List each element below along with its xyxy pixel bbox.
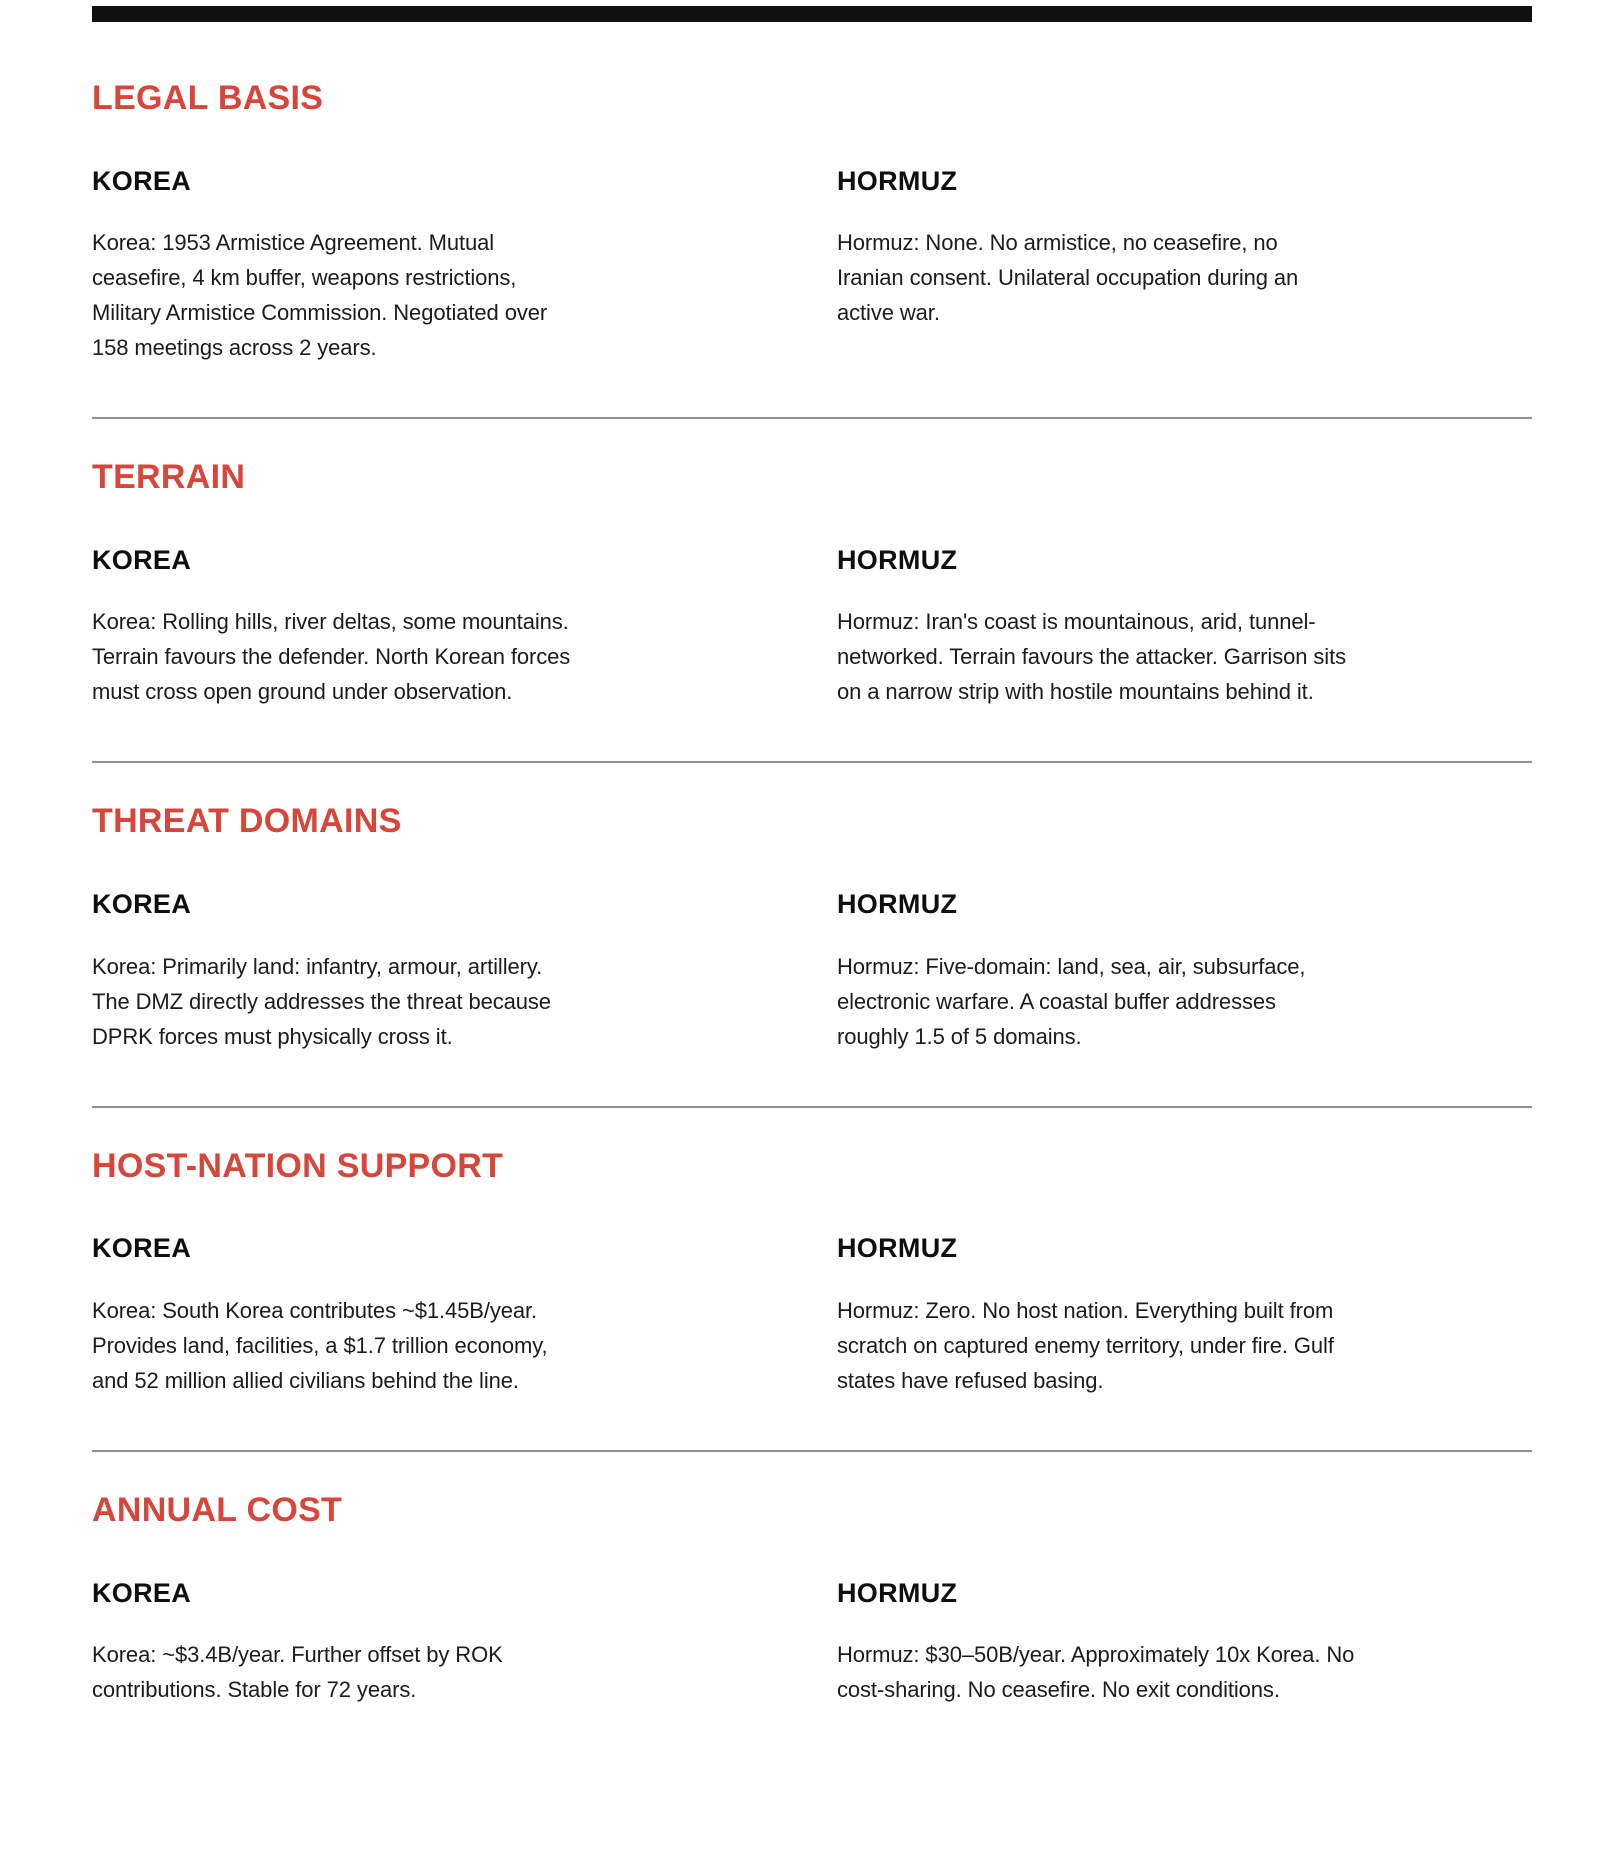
column-label-hormuz: HORMUZ bbox=[837, 889, 958, 920]
comparison-columns bbox=[92, 165, 1532, 365]
section-title: ANNUAL COST bbox=[92, 1490, 343, 1529]
hormuz-column bbox=[837, 1232, 1532, 1397]
top-rule bbox=[92, 6, 1532, 22]
text-line: ceasefire, 4 km buffer, weapons restrictions, bbox=[92, 265, 517, 291]
text-line: and 52 million allied civilians behind the line. bbox=[92, 1367, 519, 1393]
text-line: Hormuz: Five-domain: land, sea, air, subsurface, bbox=[837, 953, 1306, 979]
column-label-korea: KOREA bbox=[92, 1577, 192, 1608]
text-line: states have refused basing. bbox=[837, 1367, 1104, 1393]
korea-text bbox=[92, 225, 797, 365]
text-line: Hormuz: None. No armistice, no ceasefire, no bbox=[837, 230, 1278, 256]
column-label-hormuz: HORMUZ bbox=[837, 544, 958, 575]
section-title: LEGAL BASIS bbox=[92, 79, 324, 117]
column-label-hormuz: HORMUZ bbox=[837, 165, 958, 196]
comparison-columns bbox=[92, 888, 1532, 1053]
column-label-korea: KOREA bbox=[92, 544, 192, 575]
text-line: Hormuz: Iran's coast is mountainous, arid, tunnel- bbox=[837, 609, 1316, 635]
korea-column bbox=[92, 888, 797, 1053]
hormuz-column bbox=[837, 888, 1532, 1053]
text-line: Hormuz: $30–50B/year. Approximately 10x Korea. No bbox=[837, 1641, 1355, 1667]
text-line: scratch on captured enemy territory, under fire. Gulf bbox=[837, 1332, 1334, 1358]
hormuz-column bbox=[837, 1577, 1532, 1707]
text-line: Provides land, facilities, a $1.7 trillion economy, bbox=[92, 1332, 548, 1358]
comparison-columns bbox=[92, 544, 1532, 709]
text-line: networked. Terrain favours the attacker. Garrison sits bbox=[837, 644, 1346, 670]
section-legal-basis bbox=[92, 78, 1532, 419]
comparison-columns bbox=[92, 1577, 1532, 1707]
section-host-nation-support bbox=[92, 1108, 1532, 1452]
korea-text bbox=[92, 1637, 797, 1707]
text-line: Korea: 1953 Armistice Agreement. Mutual bbox=[92, 230, 495, 256]
text-line: Military Armistice Commission. Negotiated over bbox=[92, 300, 548, 326]
text-line: Terrain favours the defender. North Korean forces bbox=[92, 644, 571, 670]
hormuz-text bbox=[837, 1637, 1532, 1707]
text-line: The DMZ directly addresses the threat because bbox=[92, 988, 551, 1014]
korea-text bbox=[92, 604, 797, 709]
comparison-columns bbox=[92, 1232, 1532, 1397]
korea-text bbox=[92, 1293, 797, 1398]
text-line: 158 meetings across 2 years. bbox=[92, 335, 377, 361]
korea-column bbox=[92, 165, 797, 365]
column-label-korea: KOREA bbox=[92, 1233, 192, 1264]
section-title: TERRAIN bbox=[92, 458, 246, 497]
hormuz-column bbox=[837, 165, 1532, 365]
text-line: Korea: Primarily land: infantry, armour, artillery. bbox=[92, 953, 543, 979]
column-label-hormuz: HORMUZ bbox=[837, 1233, 958, 1264]
text-line: Korea: South Korea contributes ~$1.45B/year. bbox=[92, 1297, 538, 1323]
text-line: roughly 1.5 of 5 domains. bbox=[837, 1023, 1082, 1049]
korea-column bbox=[92, 1232, 797, 1397]
text-line: cost-sharing. No ceasefire. No exit conditions. bbox=[837, 1676, 1280, 1702]
text-line: Iranian consent. Unilateral occupation during an bbox=[837, 265, 1299, 291]
hormuz-column bbox=[837, 544, 1532, 709]
korea-text bbox=[92, 949, 797, 1054]
hormuz-text bbox=[837, 225, 1532, 330]
text-line: Hormuz: Zero. No host nation. Everything built from bbox=[837, 1297, 1334, 1323]
section-threat-domains bbox=[92, 763, 1532, 1107]
text-line: active war. bbox=[837, 300, 940, 326]
text-line: on a narrow strip with hostile mountains behind it. bbox=[837, 679, 1314, 705]
hormuz-text bbox=[837, 1293, 1532, 1398]
section-annual-cost bbox=[92, 1452, 1532, 1759]
korea-column bbox=[92, 544, 797, 709]
text-line: electronic warfare. A coastal buffer addresses bbox=[837, 988, 1276, 1014]
section-title: HOST-NATION SUPPORT bbox=[92, 1146, 504, 1185]
section-terrain bbox=[92, 419, 1532, 763]
text-line: must cross open ground under observation. bbox=[92, 679, 513, 705]
hormuz-text bbox=[837, 604, 1532, 709]
section-title: THREAT DOMAINS bbox=[92, 802, 402, 841]
text-line: Korea: Rolling hills, river deltas, some mountains. bbox=[92, 609, 569, 635]
column-label-korea: KOREA bbox=[92, 165, 192, 196]
text-line: Korea: ~$3.4B/year. Further offset by ROK bbox=[92, 1641, 503, 1667]
column-label-korea: KOREA bbox=[92, 889, 192, 920]
text-line: contributions. Stable for 72 years. bbox=[92, 1676, 417, 1702]
hormuz-text bbox=[837, 949, 1532, 1054]
column-label-hormuz: HORMUZ bbox=[837, 1577, 958, 1608]
korea-column bbox=[92, 1577, 797, 1707]
text-line: DPRK forces must physically cross it. bbox=[92, 1023, 453, 1049]
